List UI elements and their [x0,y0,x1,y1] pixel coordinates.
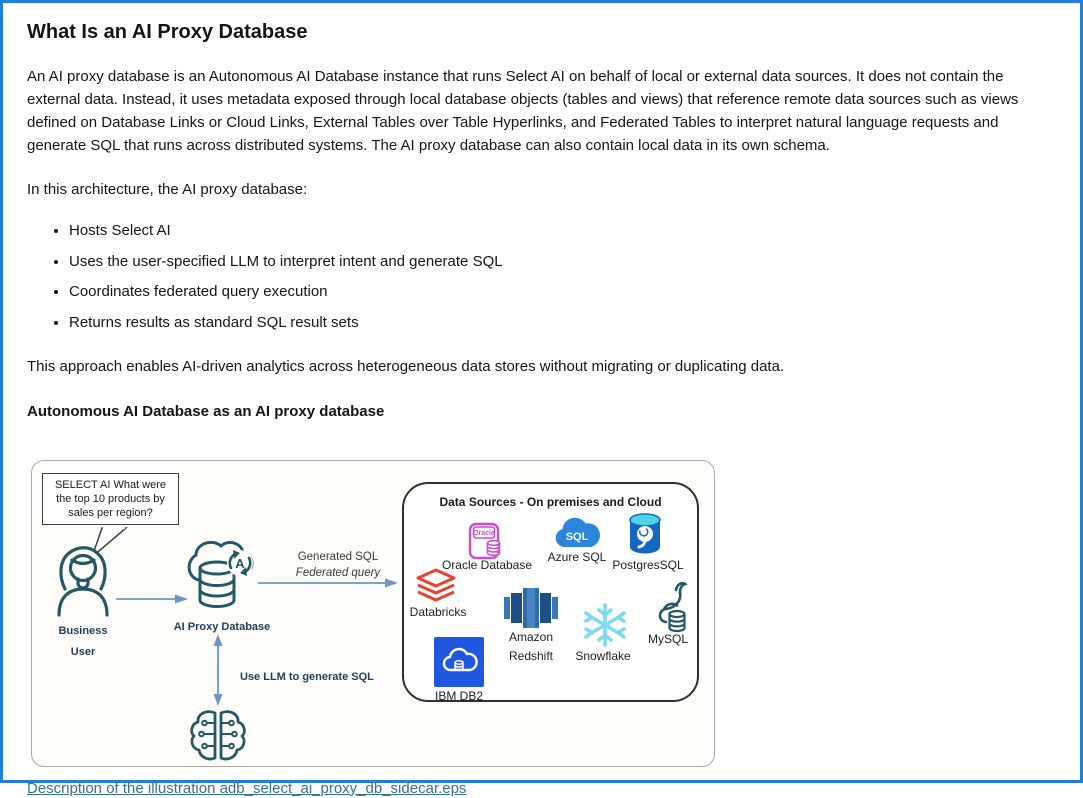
oracle-database-icon [468,522,505,560]
business-user-label-line1: Business [58,624,108,637]
postgressql-icon [626,512,664,556]
use-llm-label: Use LLM to generate SQL [240,670,374,683]
ibm-db2-label: IBM DB2 [434,688,483,703]
oracle-database-label: Oracle Database [441,557,533,572]
azure-sql-label: Azure SQL [547,549,607,564]
list-item: • Hosts Select AI [69,220,1056,242]
generated-sql-line: Generated SQL [297,550,379,563]
azure-sql-icon [554,514,600,549]
data-sources-title: Data Sources - On premises and Cloud [439,494,662,509]
arrow-db-to-sources [258,576,398,590]
arrow-db-llm-bidirectional [210,634,226,706]
approach-paragraph: This approach enables AI-driven analytics across heterogeneous data stores without migrating or duplicating data. [27,357,785,375]
snowflake-icon [582,602,628,648]
arrow-user-to-db [116,592,188,606]
postgressql-label: PostgresSQL [612,557,684,572]
illustration-link-row [27,780,1080,798]
federated-query-line: Federated query [295,566,381,579]
page-title: What Is an AI Proxy Database [27,21,308,43]
architecture-lead: In this architecture, the AI proxy database: [27,181,308,198]
mysql-icon [646,580,688,636]
illustration-description-link[interactable]: Description of the illustration adb_select_ai_proxy_db_sidecar.eps [27,779,467,797]
amazon-redshift-label: Amazon Redshift [508,629,554,663]
mysql-label: MySQL [647,631,688,646]
databricks-icon [414,568,458,606]
ibm-db2-icon [434,637,484,687]
doc-content [3,3,1080,767]
intro-paragraph: An AI proxy database is an Autonomous AI Database instance that runs Select AI on behalf of local or external data sources. It does not contain the external data. Instead, it uses metadata exposed through local database objects (tables and views) that reference remote data sources such as views defined on Database Links or Cloud Links, External Tables over Table Hyperlinks, and Federated Tables to interpret natural language requests and generate SQL that runs across distributed systems. The AI proxy database can also contain local data in its own schema. [27,68,1019,154]
business-user-icon [52,543,114,617]
data-sources-box [402,482,699,702]
ai-proxy-database-icon [185,538,257,618]
list-item: • Uses the user-specified LLM to interpret intent and generate SQL [69,251,1056,273]
ai-badge-letter: A [235,555,245,571]
azure-sql-badge-text: SQL [565,530,589,543]
oracle-badge-text: Oracle [473,529,495,537]
list-item: • Returns results as standard SQL result sets [69,312,1056,334]
llm-brain-icon [189,708,247,764]
snowflake-label: Snowflake [575,648,631,663]
list-item: • Coordinates federated query execution [69,281,1056,303]
speech-bubble: SELECT AI What were the top 10 products by sales per region? [42,473,179,525]
capabilities-list [27,220,1056,334]
business-user-label-line2: User [70,645,96,658]
business-user-label [40,621,126,663]
amazon-redshift-icon [504,588,558,628]
architecture-diagram [31,460,715,767]
figure-heading: Autonomous AI Database as an AI proxy database [27,402,385,420]
ai-proxy-database-label: AI Proxy Database [173,620,271,633]
databricks-label: Databricks [409,604,467,619]
